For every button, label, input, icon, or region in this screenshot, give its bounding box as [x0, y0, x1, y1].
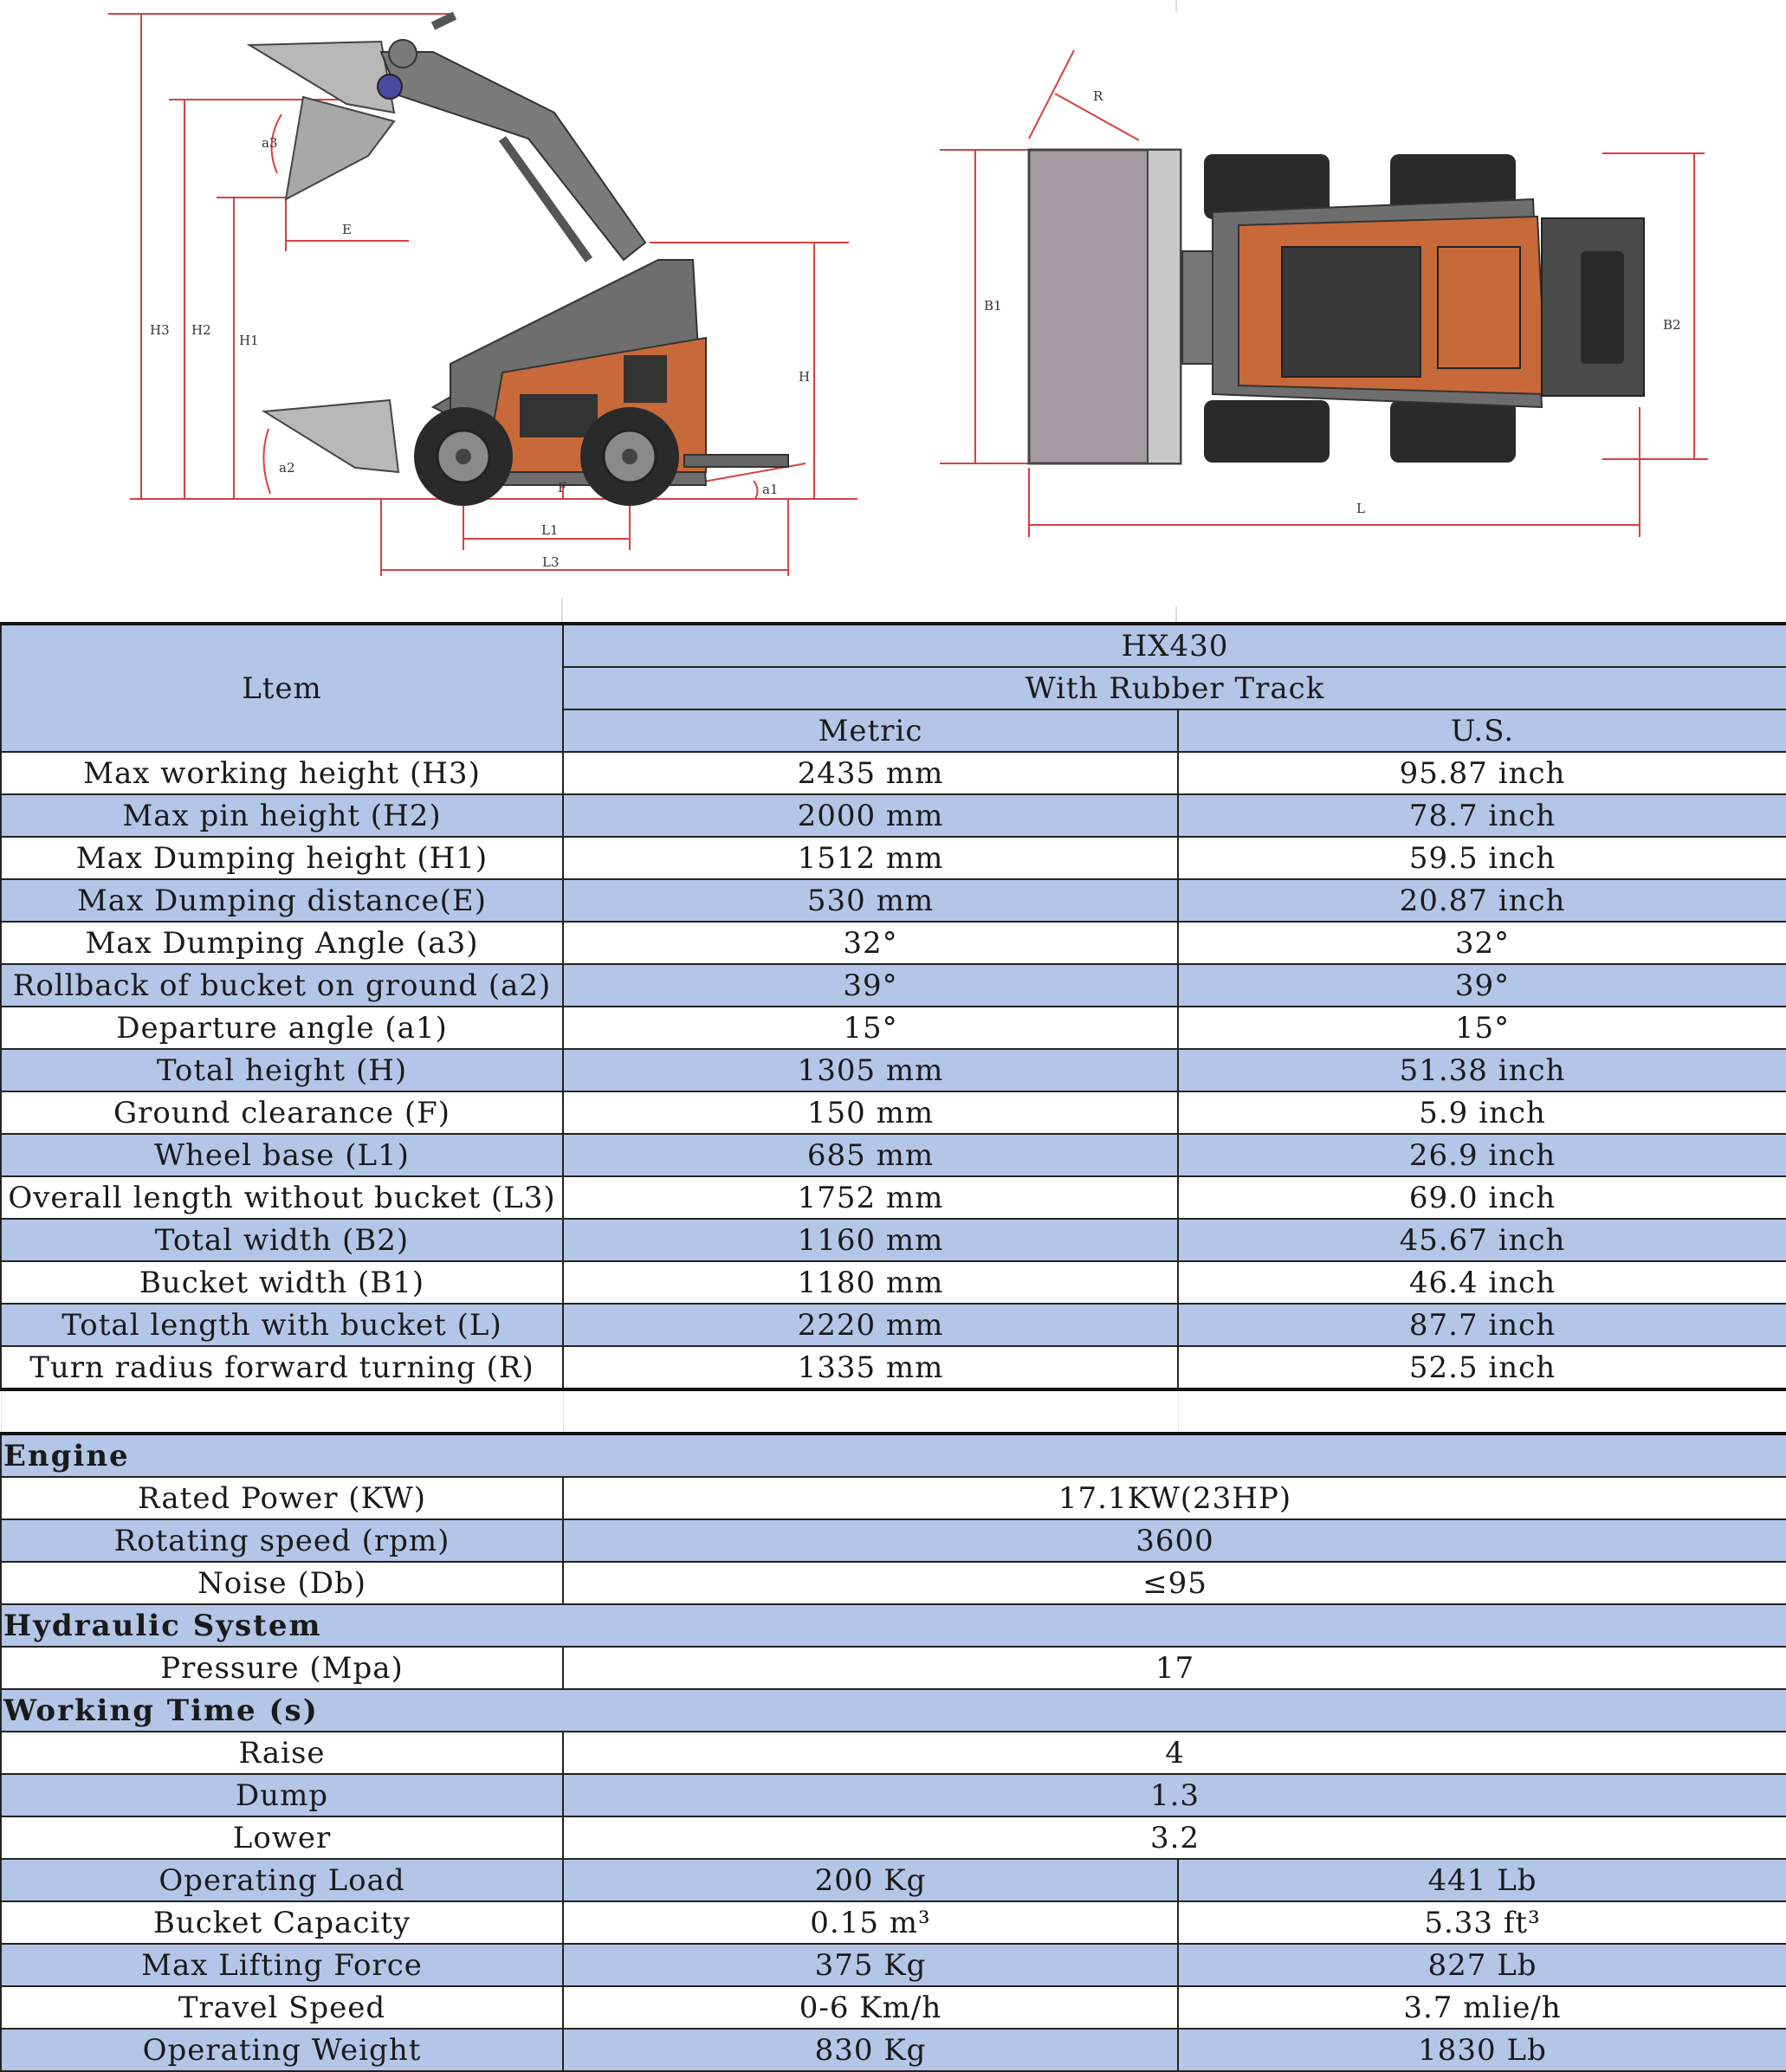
dimension-row [1, 1091, 1786, 1134]
us-value: 95.87 inch [1178, 752, 1786, 794]
item-name: Noise (Db) [1, 1562, 563, 1604]
item-name: Bucket Capacity [1, 1901, 563, 1944]
working-time-section-row [1, 1816, 1786, 1859]
item-name: Total width (B2) [1, 1219, 563, 1261]
us-value: 39° [1178, 964, 1786, 1007]
item-name: Total height (H) [1, 1049, 563, 1091]
us-value: 87.7 inch [1178, 1304, 1786, 1346]
engine-section-row [1, 1562, 1786, 1604]
hydraulic-section-title: Hydraulic System [1, 1604, 1786, 1647]
item-name: Total length with bucket (L) [1, 1304, 563, 1346]
top-view [940, 50, 1708, 537]
item-name: Operating Load [1, 1859, 563, 1901]
dim-label-e: E [342, 222, 352, 237]
technical-drawing [0, 0, 1786, 622]
item-name: Max Dumping Angle (a3) [1, 922, 563, 964]
metric-value: 1335 mm [563, 1346, 1178, 1389]
dimension-row [1, 922, 1786, 964]
value: 17 [563, 1647, 1786, 1689]
working-time-section-row [1, 1774, 1786, 1816]
engine-section-title: Engine [1, 1434, 1786, 1477]
dim-label-h1: H1 [239, 333, 259, 348]
drawing-svg [0, 0, 1786, 622]
engine-section [1, 1434, 1786, 1477]
metric-value: 0.15 m³ [563, 1901, 1178, 1944]
model-variant: With Rubber Track [563, 667, 1786, 709]
value: 3.2 [563, 1816, 1786, 1859]
item-name: Rated Power (KW) [1, 1477, 563, 1519]
item-name: Wheel base (L1) [1, 1134, 563, 1176]
us-value: 5.33 ft³ [1178, 1901, 1786, 1944]
spec-table-body [1, 624, 1786, 2071]
metric-value: 830 Kg [563, 2029, 1178, 2071]
spacer-row [1, 1389, 1786, 1434]
dim-label-f: F [558, 480, 567, 495]
item-name: Lower [1, 1816, 563, 1859]
model-name: HX430 [563, 624, 1786, 667]
spacer-cell [1, 1389, 563, 1434]
us-value: 46.4 inch [1178, 1261, 1786, 1304]
value: 3600 [563, 1519, 1786, 1562]
metric-value: 1512 mm [563, 837, 1178, 879]
us-value: 51.38 inch [1178, 1049, 1786, 1091]
dimension-row [1, 1049, 1786, 1091]
item-name: Travel Speed [1, 1986, 563, 2029]
us-value: 20.87 inch [1178, 879, 1786, 922]
value: ≤95 [563, 1562, 1786, 1604]
us-value: 3.7 mlie/h [1178, 1986, 1786, 2029]
us-value: 59.5 inch [1178, 837, 1786, 879]
metric-value: 2435 mm [563, 752, 1178, 794]
metric-value: 1752 mm [563, 1176, 1178, 1219]
dim-label-b1: B1 [984, 298, 1002, 314]
metric-value: 0-6 Km/h [563, 1986, 1178, 2029]
us-value: 78.7 inch [1178, 794, 1786, 837]
performance-row [1, 1901, 1786, 1944]
dim-label-a2: a2 [279, 460, 295, 476]
metric-value: 32° [563, 922, 1178, 964]
dim-label-a3: a3 [262, 135, 278, 151]
item-name: Operating Weight [1, 2029, 563, 2071]
dimension-row [1, 1007, 1786, 1049]
performance-row [1, 1944, 1786, 1986]
performance-row [1, 1859, 1786, 1901]
item-name: Pressure (Mpa) [1, 1647, 563, 1689]
dim-label-b2: B2 [1663, 317, 1681, 333]
us-value: 52.5 inch [1178, 1346, 1786, 1389]
item-name: Rotating speed (rpm) [1, 1519, 563, 1562]
dimension-row [1, 794, 1786, 837]
metric-value: 2000 mm [563, 794, 1178, 837]
metric-value: 685 mm [563, 1134, 1178, 1176]
us-header: U.S. [1178, 709, 1786, 752]
metric-value: 375 Kg [563, 1944, 1178, 1986]
metric-value: 1180 mm [563, 1261, 1178, 1304]
dimension-row [1, 964, 1786, 1007]
us-value: 15° [1178, 1007, 1786, 1049]
item-name: Max Dumping height (H1) [1, 837, 563, 879]
working-time-section-row [1, 1732, 1786, 1774]
metric-value: 150 mm [563, 1091, 1178, 1134]
value: 17.1KW(23HP) [563, 1477, 1786, 1519]
dimension-row [1, 752, 1786, 794]
metric-value: 1160 mm [563, 1219, 1178, 1261]
hydraulic-section-row [1, 1647, 1786, 1689]
item-name: Raise [1, 1732, 563, 1774]
metric-header: Metric [563, 709, 1178, 752]
metric-value: 39° [563, 964, 1178, 1007]
header-row-model [1, 624, 1786, 667]
item-name: Overall length without bucket (L3) [1, 1176, 563, 1219]
item-name: Rollback of bucket on ground (a2) [1, 964, 563, 1007]
dim-label-r: R [1093, 88, 1103, 104]
dim-label-h2: H2 [191, 322, 211, 338]
us-value: 827 Lb [1178, 1944, 1786, 1986]
spec-table-container [0, 622, 1786, 2072]
item-name: Max pin height (H2) [1, 794, 563, 837]
dim-label-l: L [1356, 501, 1365, 516]
item-name: Turn radius forward turning (R) [1, 1346, 563, 1389]
item-name: Max Dumping distance(E) [1, 879, 563, 922]
dimension-row [1, 879, 1786, 922]
us-value: 45.67 inch [1178, 1219, 1786, 1261]
spec-table [0, 622, 1786, 2072]
us-value: 26.9 inch [1178, 1134, 1786, 1176]
item-name: Dump [1, 1774, 563, 1816]
item-name: Departure angle (a1) [1, 1007, 563, 1049]
hydraulic-section [1, 1604, 1786, 1647]
spacer-cell [1178, 1389, 1786, 1434]
dimension-row [1, 837, 1786, 879]
item-name: Ground clearance (F) [1, 1091, 563, 1134]
value: 4 [563, 1732, 1786, 1774]
performance-row [1, 2029, 1786, 2071]
dim-label-h3: H3 [150, 322, 170, 338]
dimension-row [1, 1219, 1786, 1261]
engine-section-row [1, 1519, 1786, 1562]
metric-value: 2220 mm [563, 1304, 1178, 1346]
dimension-row [1, 1134, 1786, 1176]
side-view [108, 14, 857, 576]
dimension-row [1, 1176, 1786, 1219]
dim-label-h: H [799, 369, 811, 385]
item-name: Max working height (H3) [1, 752, 563, 794]
metric-value: 530 mm [563, 879, 1178, 922]
engine-section-row [1, 1477, 1786, 1519]
dim-label-l1: L1 [541, 522, 559, 538]
us-value: 1830 Lb [1178, 2029, 1786, 2071]
metric-value: 200 Kg [563, 1859, 1178, 1901]
dimension-row [1, 1304, 1786, 1346]
item-name: Max Lifting Force [1, 1944, 563, 1986]
performance-row [1, 1986, 1786, 2029]
dim-label-a1: a1 [762, 482, 779, 497]
item-header: Ltem [1, 624, 563, 752]
working-time-section [1, 1689, 1786, 1732]
us-value: 5.9 inch [1178, 1091, 1786, 1134]
us-value: 441 Lb [1178, 1859, 1786, 1901]
dim-label-l3: L3 [542, 554, 560, 570]
spacer-cell [563, 1389, 1178, 1434]
us-value: 69.0 inch [1178, 1176, 1786, 1219]
item-name: Bucket width (B1) [1, 1261, 563, 1304]
us-value: 32° [1178, 922, 1786, 964]
metric-value: 1305 mm [563, 1049, 1178, 1091]
metric-value: 15° [563, 1007, 1178, 1049]
working-time-section-title: Working Time (s) [1, 1689, 1786, 1732]
dimension-row [1, 1261, 1786, 1304]
value: 1.3 [563, 1774, 1786, 1816]
dimension-row [1, 1346, 1786, 1389]
